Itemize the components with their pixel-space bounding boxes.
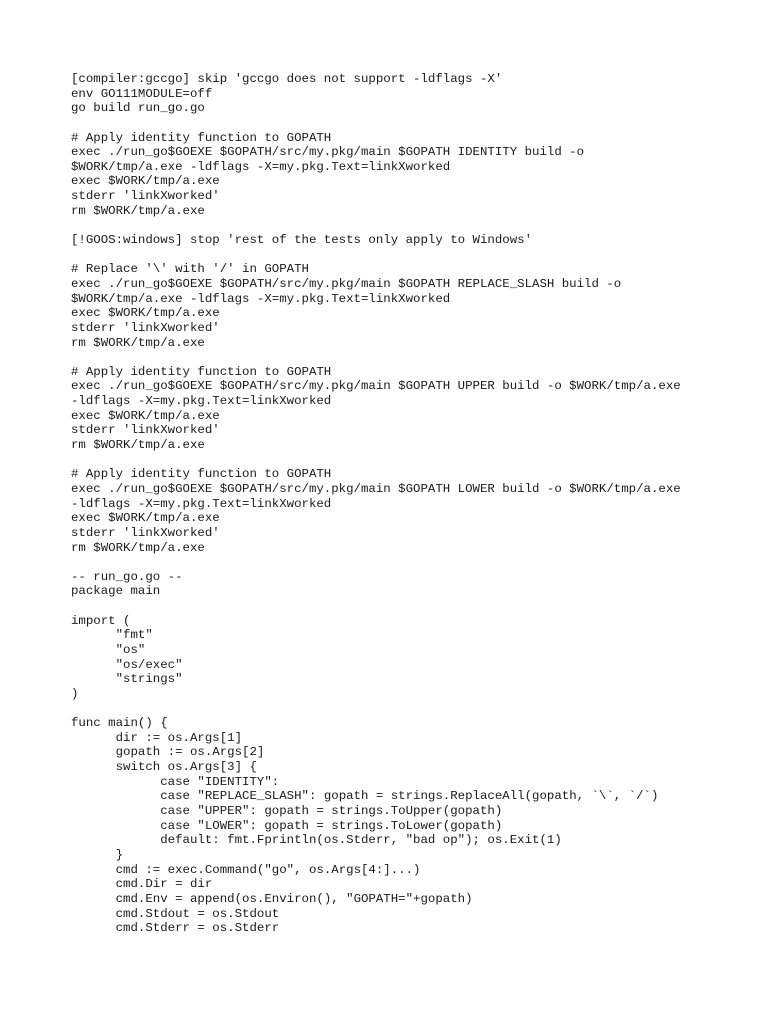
code-line: stderr 'linkXworked'	[71, 423, 220, 438]
code-line: cmd.Dir = dir	[71, 877, 213, 892]
code-line: exec ./run_go$GOEXE $GOPATH/src/my.pkg/main $GOPATH LOWER build -o $WORK/tmp/a.exe	[71, 481, 681, 496]
code-line: dir := os.Args[1]	[71, 730, 243, 745]
code-line: -ldflags -X=my.pkg.Text=linkXworked	[71, 394, 332, 409]
code-line: [compiler:gccgo] skip 'gccgo does not support -ldflags -X'	[71, 72, 503, 86]
code-line	[71, 350, 681, 365]
code-line	[71, 218, 681, 233]
code-line: exec $WORK/tmp/a.exe	[71, 306, 220, 321]
code-line	[71, 248, 681, 263]
code-line: func main() {	[71, 716, 168, 731]
code-line: -- run_go.go --	[71, 569, 183, 584]
code-line	[71, 702, 681, 717]
code-line: "os"	[71, 642, 146, 657]
code-line: exec $WORK/tmp/a.exe	[71, 174, 220, 189]
code-line	[71, 599, 681, 614]
code-line: switch os.Args[3] {	[71, 760, 257, 775]
code-line: "strings"	[71, 672, 183, 687]
code-line: # Apply identity function to GOPATH	[71, 467, 332, 482]
code-line: # Apply identity function to GOPATH	[71, 130, 332, 145]
code-line: [!GOOS:windows] stop 'rest of the tests only apply to Windows'	[71, 233, 533, 248]
code-line: gopath := os.Args[2]	[71, 745, 265, 760]
code-line: exec ./run_go$GOEXE $GOPATH/src/my.pkg/main $GOPATH REPLACE_SLASH build -o	[71, 276, 622, 291]
code-line: case "IDENTITY":	[71, 774, 280, 789]
code-line	[71, 116, 681, 131]
code-line: $WORK/tmp/a.exe -ldflags -X=my.pkg.Text=linkXworked	[71, 159, 451, 174]
code-line: stderr 'linkXworked'	[71, 189, 220, 204]
code-line: "fmt"	[71, 628, 153, 643]
code-line: exec $WORK/tmp/a.exe	[71, 408, 220, 423]
code-line: stderr 'linkXworked'	[71, 320, 220, 335]
code-line	[71, 453, 681, 468]
code-line: cmd := exec.Command("go", os.Args[4:]...)	[71, 862, 421, 877]
code-line: $WORK/tmp/a.exe -ldflags -X=my.pkg.Text=linkXworked	[71, 291, 451, 306]
code-line: # Replace '\' with '/' in GOPATH	[71, 262, 309, 277]
code-line: rm $WORK/tmp/a.exe	[71, 540, 205, 555]
code-line: env GO111MODULE=off	[71, 86, 213, 101]
code-line: rm $WORK/tmp/a.exe	[71, 438, 205, 453]
code-line: exec ./run_go$GOEXE $GOPATH/src/my.pkg/main $GOPATH IDENTITY build -o	[71, 145, 585, 160]
code-line: stderr 'linkXworked'	[71, 525, 220, 540]
code-line: package main	[71, 584, 161, 599]
code-line: cmd.Stdout = os.Stdout	[71, 906, 280, 921]
code-line: )	[71, 686, 79, 701]
code-line: case "REPLACE_SLASH": gopath = strings.ReplaceAll(gopath, `\`, `/`)	[71, 789, 659, 804]
code-line	[71, 555, 681, 570]
code-line: exec ./run_go$GOEXE $GOPATH/src/my.pkg/main $GOPATH UPPER build -o $WORK/tmp/a.exe	[71, 379, 681, 394]
code-line: rm $WORK/tmp/a.exe	[71, 203, 205, 218]
code-line: }	[71, 847, 124, 862]
code-line: go build run_go.go	[71, 101, 205, 116]
code-line: rm $WORK/tmp/a.exe	[71, 335, 205, 350]
code-listing	[71, 72, 681, 936]
code-line: cmd.Stderr = os.Stderr	[71, 921, 280, 936]
code-line: # Apply identity function to GOPATH	[71, 364, 332, 379]
code-line: default: fmt.Fprintln(os.Stderr, "bad op"); os.Exit(1)	[71, 833, 562, 848]
code-line: case "LOWER": gopath = strings.ToLower(gopath)	[71, 818, 503, 833]
code-line: import (	[71, 613, 131, 628]
code-line: exec $WORK/tmp/a.exe	[71, 511, 220, 526]
code-line: "os/exec"	[71, 657, 183, 672]
code-line: case "UPPER": gopath = strings.ToUpper(gopath)	[71, 804, 503, 819]
code-line: -ldflags -X=my.pkg.Text=linkXworked	[71, 496, 332, 511]
code-line: cmd.Env = append(os.Environ(), "GOPATH="+gopath)	[71, 891, 473, 906]
